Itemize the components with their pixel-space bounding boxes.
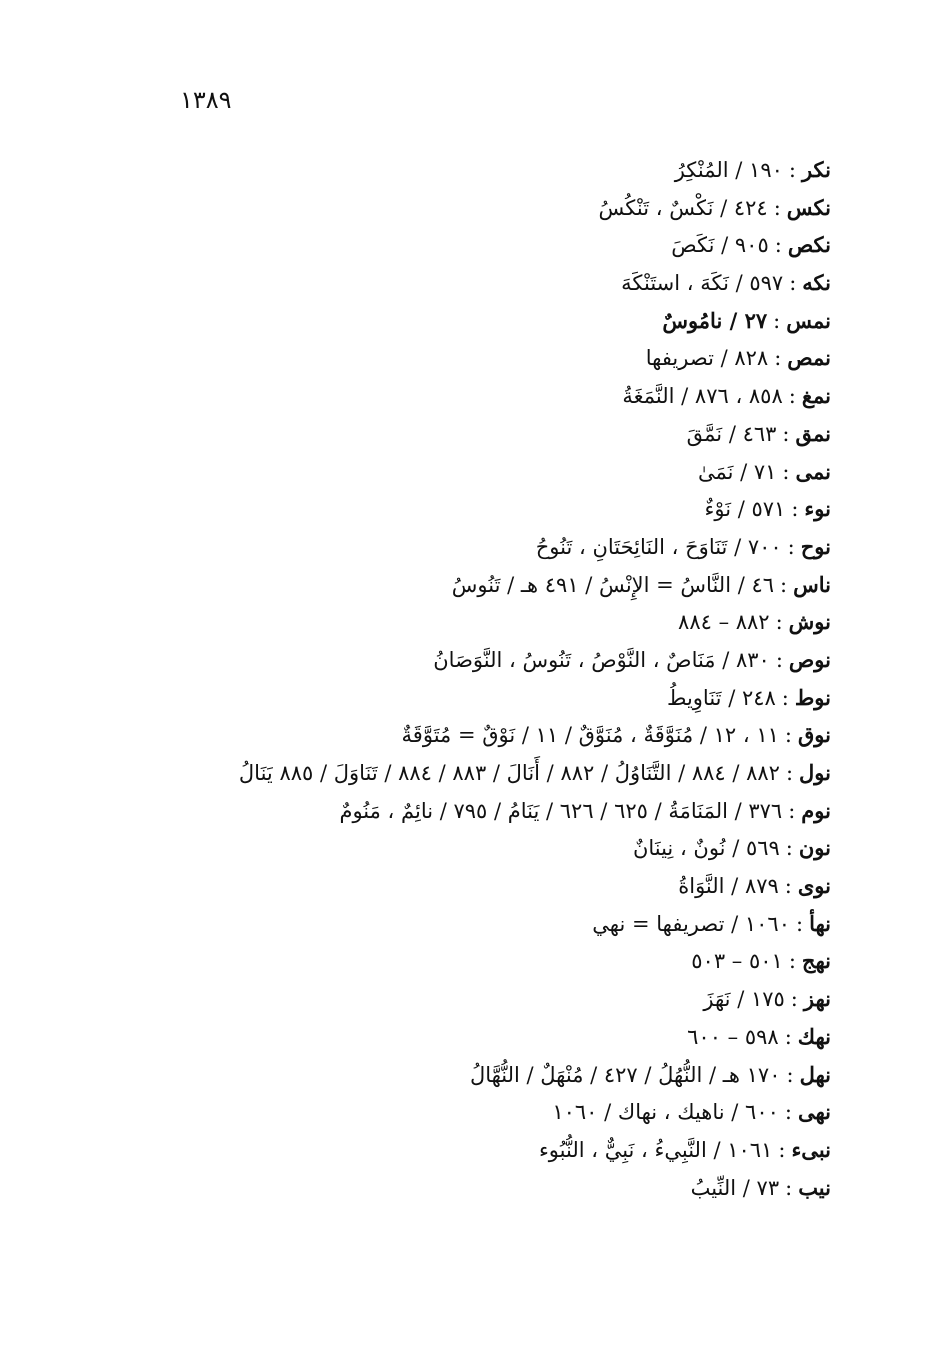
entry-root: نول [799, 760, 831, 785]
entry-separator: : [785, 761, 794, 785]
entry-root: نمى [795, 458, 831, 484]
entry-separator: : [775, 610, 783, 635]
entry-references: ٥٦٩ / نُونٌ ، نِينَانٌ [632, 836, 780, 861]
index-entry [131, 226, 831, 264]
entry-separator: : [787, 534, 795, 559]
index-entry [131, 641, 831, 679]
index-entry [131, 189, 831, 227]
entry-root: نمق [795, 420, 831, 446]
entry-root: نوش [788, 609, 831, 635]
entry-separator: : [788, 384, 796, 409]
entry-references: ٨٨٢ – ٨٨٤ [678, 610, 770, 635]
entry-root: نوء [804, 496, 831, 522]
entry-root: ناس [793, 571, 831, 597]
index-entry [131, 1018, 831, 1056]
entry-root: نهج [801, 948, 831, 974]
entry-separator: : [788, 949, 796, 974]
index-entry [131, 1093, 831, 1131]
entry-root: نون [798, 835, 831, 861]
entry-root: نمص [787, 345, 831, 371]
entry-separator: : [774, 233, 782, 258]
entry-references: ١٧٠ هـ / النُّهُلُ / ٤٢٧ / مُنْهَلٌ / النُّهَّالُ [469, 1062, 781, 1087]
index-entry [131, 980, 831, 1018]
entry-references: ٥٩٨ – ٦٠٠ [687, 1024, 779, 1049]
entry-separator: : [778, 1137, 786, 1162]
entry-references: ١٠٦١ / النَّبِيءُ ، نَبِيٌّ ، النُّبُوء [538, 1137, 773, 1162]
entry-root: نوم [801, 797, 831, 823]
entry-root: نوص [788, 646, 831, 672]
entry-references: ٨٣٠ / مَنَاصٌ ، النَّوْصُ ، تَنُوسُ ، النَّوَصَانُ [433, 647, 770, 672]
entry-references: ٢٧ / نامُوسٌ [662, 307, 768, 333]
entry-references: ١٧٥ / نَهَزَ [703, 987, 785, 1012]
entry-references: ١٩٠ / المُنْكِرُ [674, 158, 783, 182]
entry-separator: : [780, 572, 788, 597]
entry-references: ٧٠٠ / تَنَاوَحَ ، النَائِحَتَانِ ، تَنُوحُ [535, 534, 782, 559]
entry-root: نوط [794, 684, 831, 710]
entry-root: نبىء [791, 1136, 831, 1162]
entry-separator: : [791, 497, 799, 522]
entry-root: نكر [801, 157, 831, 182]
index-entry [131, 490, 831, 528]
entry-separator: : [784, 1100, 792, 1125]
entry-separator: : [795, 911, 804, 936]
entry-separator: : [773, 195, 781, 220]
index-entry [131, 528, 831, 566]
entry-references: ٦٠٠ / ناهيك ، نهاك / ١٠٦٠ [552, 1100, 779, 1125]
entry-root: نهك [797, 1023, 831, 1049]
entry-separator: : [789, 271, 797, 296]
entry-root: نيب [798, 1174, 831, 1200]
index-entry [131, 716, 831, 754]
entry-references: ١١ ، ١٢ / مُنَوَّقَةٌ ، مُنَوَّقٌ / ١١ / نَوْقٌ = مُتَوَّقَةٌ [401, 723, 779, 748]
entry-references: ٣٧٦ / المَنَامَةُ / ٦٢٥ / ٦٢٦ / يَنَامُ / ٧٩٥ / نائِمٌ ، مَنُومٌ [339, 798, 783, 823]
entry-separator: : [785, 836, 793, 861]
index-entry [131, 566, 831, 604]
index-entry [131, 867, 831, 905]
entry-references: ٥٧١ / نَوْءٌ [704, 497, 786, 522]
entry-root: نمغ [801, 383, 831, 409]
entry-references: ٨٧٩ / النَّوَاةُ [678, 874, 779, 899]
entry-references: ٤٦٣ / نَمَّقَ [686, 421, 777, 446]
index-entry [131, 339, 831, 377]
index-entry [131, 1056, 831, 1094]
entry-root: نهى [797, 1099, 831, 1125]
entry-root: نهأ [809, 910, 831, 936]
entry-separator: : [784, 874, 792, 899]
entry-root: نوح [800, 533, 831, 559]
entry-separator: : [790, 987, 798, 1012]
entry-references: ٩٠٥ / نَكَصَ [671, 233, 769, 258]
entry-references: ٥٩٧ / نَكَهَ ، استَنْكَهَ [621, 271, 784, 296]
index-entry [131, 829, 831, 867]
index-entry [131, 453, 831, 491]
index-entry [131, 679, 831, 717]
entry-separator: : [784, 1024, 792, 1049]
entry-root: نوق [798, 722, 831, 748]
entry-root: نكص [787, 232, 831, 258]
entry-separator: : [785, 1175, 793, 1200]
index-entry [131, 942, 831, 980]
entry-separator: : [786, 1062, 794, 1087]
entry-references: ٤٢٤ / نَكْسٌ ، تَنْكُسُ [598, 195, 768, 220]
index-entry [131, 415, 831, 453]
index-entry [131, 264, 831, 302]
entry-separator: : [788, 798, 796, 823]
entry-references: ٥٠١ – ٥٠٣ [691, 949, 783, 974]
index-entry [131, 905, 831, 943]
entry-references: ٤٦ / النَّاسُ = الإِنْسُ / ٤٩١ هـ / تَنُوسُ [451, 572, 775, 597]
entry-separator: : [782, 421, 790, 446]
index-entry [131, 603, 831, 641]
index-entry [131, 792, 831, 830]
entry-root: نكه [802, 270, 831, 296]
entry-references: ٨٨٢ / ٨٨٤ / التَّنَاوُلُ / ٨٨٢ / أَنَالَ / ٨٨٣ / ٨٨٤ / تَنَاوَلَ / ٨٨٥ يَنَالُ [238, 761, 780, 785]
index-entry [131, 377, 831, 415]
entry-separator: : [773, 308, 781, 333]
index-entry [131, 151, 831, 189]
index-entry [131, 1131, 831, 1169]
page-number: ١٣٨٩ [180, 86, 232, 114]
entry-root: نوى [797, 873, 831, 899]
entry-references: ٧١ / نَمَىٰ [697, 459, 777, 484]
index-entry [131, 302, 831, 340]
entry-separator: : [784, 723, 792, 748]
entry-root: نهز [803, 986, 831, 1012]
entry-references: ٢٤٨ / تَنَاوِيطُ [667, 685, 776, 710]
entry-separator: : [781, 685, 789, 710]
entry-root: نمس [786, 307, 831, 333]
entry-separator: : [774, 346, 782, 371]
entry-references: ٨٥٨ ، ٨٧٦ / النَّمَغَةُ [622, 384, 783, 409]
index-entry [131, 754, 831, 792]
index-entries [131, 151, 831, 1206]
entry-separator: : [782, 459, 790, 484]
entry-separator: : [788, 158, 796, 182]
entry-root: نهل [799, 1061, 831, 1087]
entry-root: نكس [786, 194, 831, 220]
index-entry [131, 1169, 831, 1207]
entry-references: ١٠٦٠ / تصريفها = نهي [592, 911, 790, 936]
entry-separator: : [775, 647, 783, 672]
entry-references: ٧٣ / النِّيبُ [690, 1175, 780, 1200]
entry-references: ٨٢٨ / تصريفها [645, 346, 769, 371]
